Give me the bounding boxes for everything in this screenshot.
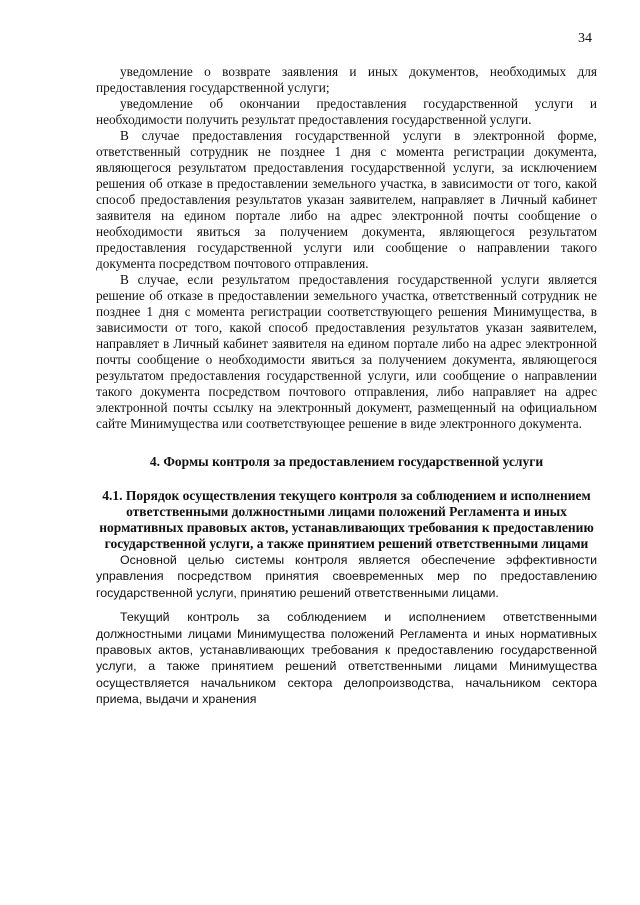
document-body <box>96 64 597 708</box>
paragraph: Текущий контроль за соблюдением и исполнением ответственными должностными лицами Минимущества положений Регламента и иных нормативных правовых актов, устанавливающих требования к предоставлению государственной услуги, а также принятием решений ответственными лицами Минимущества осуществляется начальником сектора делопроизводства, начальником сектора приема, выдачи и хранения <box>96 610 597 707</box>
paragraph: Основной целью системы контроля является обеспечение эффективности управления посредством принятия своевременных мер по предоставлению государственной услуги, принятию решений ответственными лицами. <box>96 553 597 600</box>
paragraph: В случае, если результатом предоставления государственной услуги является решение об отказе в предоставлении земельного участка, ответственный сотрудник не позднее 1 дня с момента регистрации соответствующего решения Минимущества, в зависимости от того, какой способ предоставления результатов указан заявителем, направляет в Личный кабинет заявителя на едином портале либо на адрес электронной почты сообщение о необходимости явиться за получением документа, являющегося результатом предоставления государственной услуги, или сообщение о направлении такого документа посредством почтового отправления, либо направляет на адрес электронной почты ссылку на электронный документ, размещенный на официальном сайте Минимущества или соответствующее решение в виде электронного документа. <box>96 272 597 431</box>
paragraph: уведомление об окончании предоставления государственной услуги и необходимости получить результат предоставления государственной услуги. <box>96 96 597 127</box>
section-heading: 4. Формы контроля за предоставлением государственной услуги <box>149 454 544 469</box>
paragraph: уведомление о возврате заявления и иных документов, необходимых для предоставления государственной услуги; <box>96 64 597 95</box>
page-number: 34 <box>578 31 592 46</box>
subsection-heading: 4.1. Порядок осуществления текущего контроля за соблюдением и исполнением ответственными должностными лицами положений Регламента и иных нормативных правовых актов, устанавливающих требования к предоставлению государственной услуги, а также принятием решений ответственными лицами <box>99 488 594 551</box>
paragraph: В случае предоставления государственной услуги в электронной форме, ответственный сотрудник не позднее 1 дня с момента регистрации документа, являющегося результатом предоставления государственной услуги, за исключением решения об отказе в предоставлении земельного участка, в зависимости от того, какой способ предоставления результатов указан заявителем, направляет в Личный кабинет заявителя на едином портале либо на адрес электронной почты сообщение о необходимости явиться за получением документа, являющегося результатом предоставления государственной услуги или сообщение о направлении такого документа посредством почтового отправления. <box>96 128 597 271</box>
